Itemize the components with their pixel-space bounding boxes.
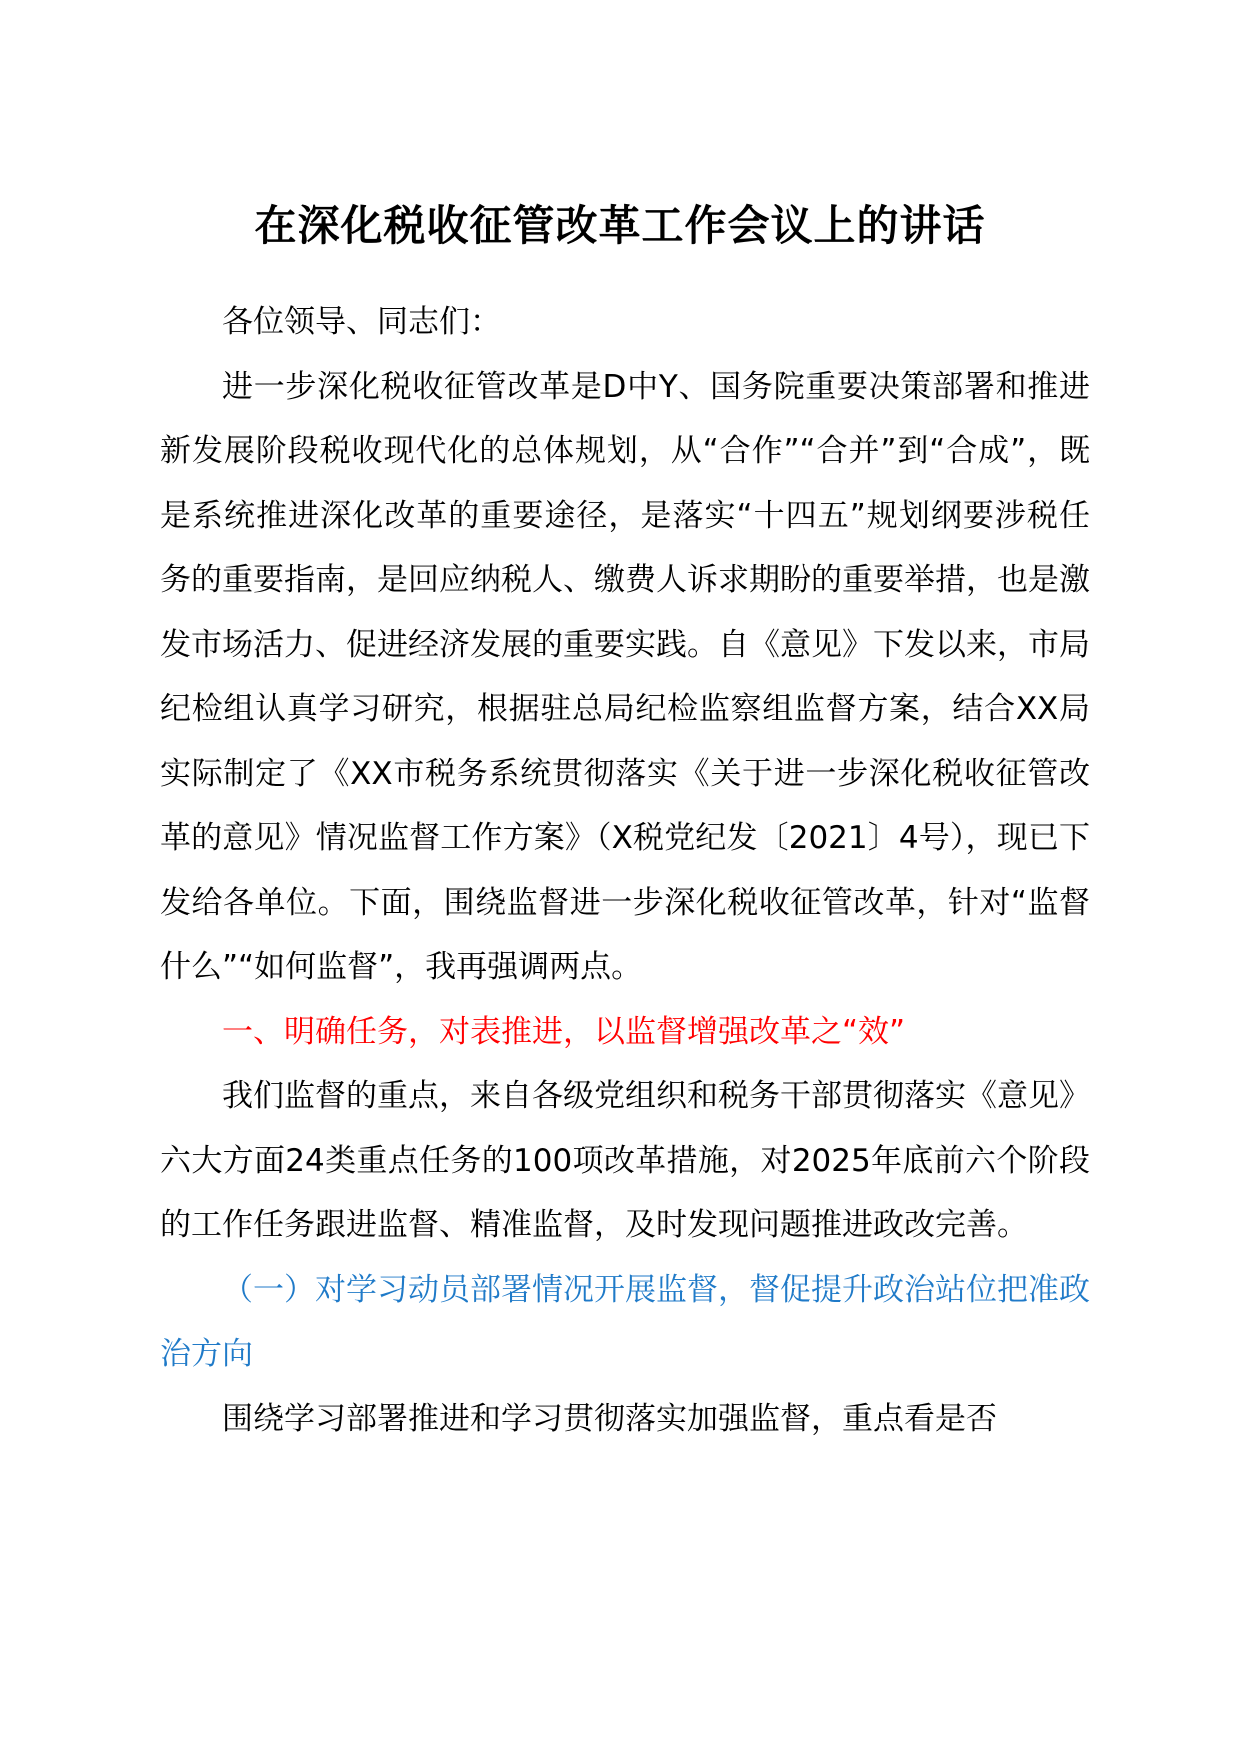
section-heading-1: 一、明确任务，对表推进，以监督增强改革之“效” [222, 1013, 906, 1050]
document-title: 在深化税收征管改革工作会议上的讲话 [254, 201, 986, 250]
paragraph-study-deployment: 围绕学习部署推进和学习贯彻落实加强监督，重点看是否 [222, 1400, 997, 1437]
salutation: 各位领导、同志们： [222, 304, 501, 340]
paragraph-intro: 进一步深化税收征管改革是D中Y、国务院重要决策部署和推进新发展阶段税收现代化的总体规划，从“合作”“合并”到“合成”，既是系统推进深化改革的重要途径，是落实“十四五”规划纲要涉税任务的重要指南，是回应纳税人、缴费人诉求期盼的重要举措，也是激发市场活力、促进经济发展的重要实践。自《意见》下发以来，市局纪检组认真学习研究，根据驻总局纪检监察组监督方案，结合XX局实际制定了《XX市税务系统贯彻落实《关于进一步深化税收征管改革的意见》情况监督工作方案》（X税党纪发〔2021〕4号），现已下发给各单位。下面，围绕监督进一步深化税收征管改革，针对“监督什么”“如何监督”，我再强调两点。 [160, 368, 1090, 985]
document-body [160, 290, 1090, 1451]
subsection-heading-1: （一）对学习动员部署情况开展监督，督促提升政治站位把准政治方向 [160, 1271, 1090, 1372]
paragraph-monitoring-focus: 我们监督的重点，来自各级党组织和税务干部贯彻落实《意见》六大方面24类重点任务的100项改革措施，对2025年底前六个阶段的工作任务跟进监督、精准监督，及时发现问题推进政改完善。 [160, 1078, 1090, 1243]
